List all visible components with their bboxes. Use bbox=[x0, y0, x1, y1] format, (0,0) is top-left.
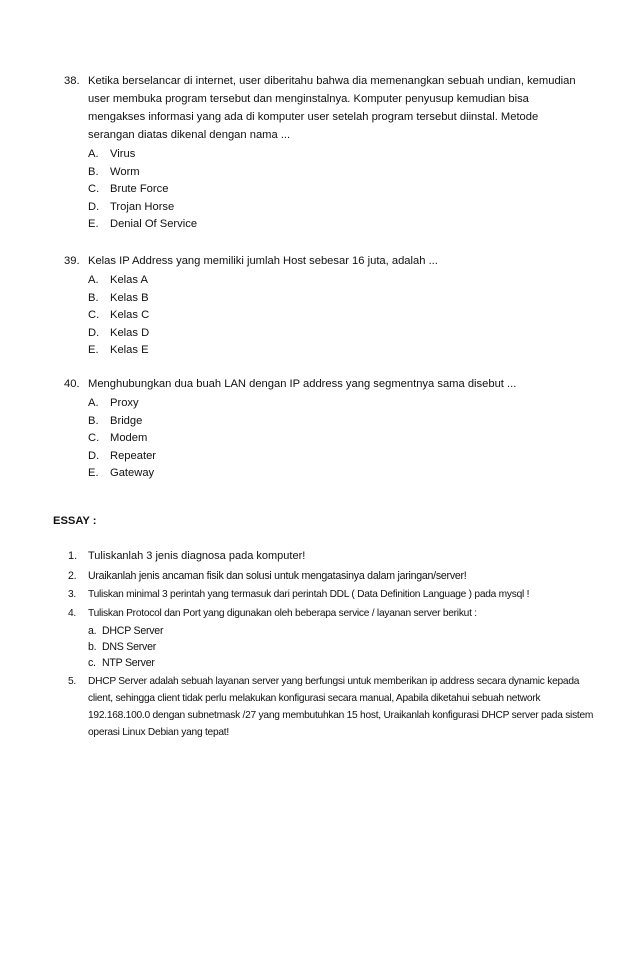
question-number: 38. bbox=[64, 75, 80, 87]
options-list bbox=[88, 146, 584, 234]
option-d: D. Trojan Horse bbox=[88, 200, 175, 213]
option-a: A. Virus bbox=[88, 148, 136, 160]
question-38 bbox=[64, 72, 584, 234]
question-40 bbox=[64, 375, 584, 483]
options-list bbox=[88, 395, 584, 483]
question-number: 39. bbox=[64, 255, 80, 267]
option-c: C. Brute Force bbox=[88, 183, 169, 196]
question-text: Menghubungkan dua buah LAN dengan IP address yang segmentnya sama disebut ... bbox=[88, 378, 517, 390]
essay-item-1: 1. Tuliskanlah 3 jenis diagnosa pada komputer! bbox=[68, 550, 306, 562]
option-a: A. Kelas A bbox=[88, 274, 148, 286]
option-e: E. Denial Of Service bbox=[88, 218, 198, 231]
essay-sublist bbox=[88, 623, 594, 671]
essay-item-5: 5. DHCP Server adalah sebuah layanan server yang berfungsi untuk memberikan ip address secara dynamic kepada client, sehingga client tidak perlu melakukan konfigurasi secara manual, Apabila diketahui sebuah network 192.168.100.0 dengan subnetmask /27 yang membutuhkan 15 host, Uraikanlah konfigurasi DHCP server pada sistem operasi Linux Debian yang tepat! bbox=[68, 676, 594, 738]
option-d: D. Repeater bbox=[88, 449, 157, 462]
option-b: B. Worm bbox=[88, 165, 140, 178]
option-e: E. Gateway bbox=[88, 467, 155, 480]
option-e: E. Kelas E bbox=[88, 344, 149, 357]
option-a: A. Proxy bbox=[88, 397, 139, 409]
essay-heading: ESSAY : bbox=[53, 515, 97, 527]
essay-item-4: 4. Tuliskan Protocol dan Port yang digunakan oleh beberapa service / layanan server berikut : a. DHCP Server b. DNS Server c. NTP Server bbox=[64, 606, 594, 671]
question-text: Kelas IP Address yang memiliki jumlah Host sebesar 16 juta, adalah ... bbox=[88, 255, 438, 267]
essay-item-2: 2. Uraikanlah jenis ancaman fisik dan solusi untuk mengatasinya dalam jaringan/server! bbox=[68, 570, 467, 582]
option-b: B. Bridge bbox=[88, 414, 143, 427]
sub-item-b: b. DNS Server bbox=[88, 641, 157, 653]
question-number: 40. bbox=[64, 378, 80, 390]
sub-item-a: a. DHCP Server bbox=[88, 625, 164, 637]
essay-list bbox=[64, 548, 594, 741]
option-c: C. Kelas C bbox=[88, 309, 150, 322]
essay-item-3: 3. Tuliskan minimal 3 perintah yang termasuk dari perintah DDL ( Data Definition Language ) pada mysql ! bbox=[68, 589, 530, 600]
options-list bbox=[88, 272, 584, 360]
option-d: D. Kelas D bbox=[88, 326, 150, 339]
option-c: C. Modem bbox=[88, 432, 148, 445]
question-39 bbox=[64, 252, 584, 360]
option-b: B. Kelas B bbox=[88, 291, 149, 304]
sub-item-c: c. NTP Server bbox=[88, 657, 155, 669]
question-text: Ketika berselancar di internet, user diberitahu bahwa dia memenangkan sebuah undian, kemudian user membuka program tersebut dan menginstalnya. Komputer penyusup kemudian bisa mengakses informasi yang ada di komputer user setelah program tersebut diinstal. Metode serangan diatas dikenal dengan nama ... bbox=[88, 75, 576, 141]
